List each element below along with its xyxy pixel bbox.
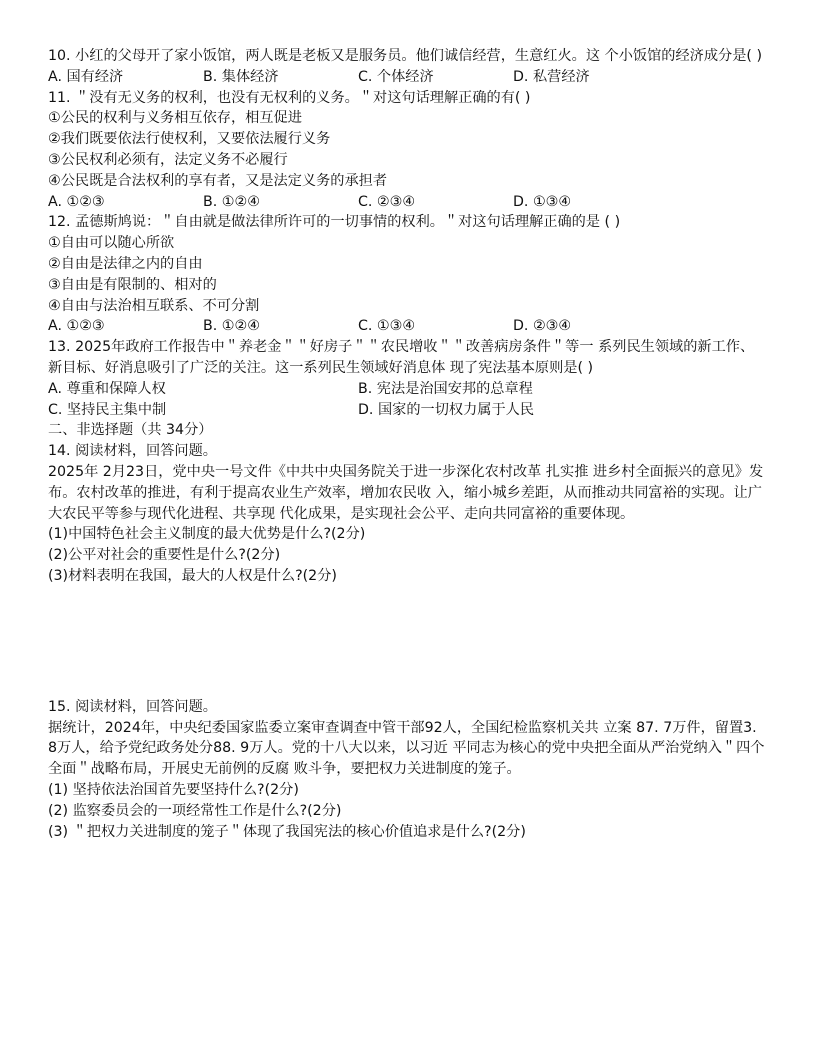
option-c: C. ①③④ — [358, 318, 416, 335]
q12-item: ③自由是有限制的、相对的 — [48, 276, 217, 293]
q14-sub-question: (2)公平对社会的重要性是什么?(2分) — [48, 547, 281, 564]
answer-space — [48, 587, 768, 697]
q14-sub-question: (1)中国特色社会主义制度的最大优势是什么?(2分) — [48, 526, 366, 543]
q11-item: ④公民既是合法权利的享有者，又是法定义务的承担者 — [48, 172, 388, 189]
option-c: C. 坚持民主集中制 — [48, 401, 167, 418]
q15-material: 据统计，2024年，中央纪委国家监委立案审查调查中管干部92人，全国纪检监察机关共 立案 87. 7万件，留置3. 8万人，给予党纪政务处分88. 9万人。党的十八大以来，以习近 平同志为核心的党中央把全面从严治党纳入＂四个全面＂战略布局，开展史无前例的反腐 败斗争，要把权力关进制度的笼子。 — [48, 719, 765, 778]
section-heading: 二、非选择题（共 34分） — [48, 422, 213, 439]
q15-sub-question: (2) 监察委员会的一项经常性工作是什么?(2分) — [48, 802, 342, 819]
option-b: B. ①②④ — [203, 193, 260, 210]
option-b: B. ①②④ — [203, 318, 260, 335]
q12-stem: 12. 孟德斯鸠说：＂自由就是做法律所许可的一切事情的权利。＂对这句话理解正确的是 ( ) — [48, 214, 621, 231]
q14-stem: 14. 阅读材料，回答问题。 — [48, 443, 217, 460]
option-b: B. 宪法是治国安邦的总章程 — [358, 380, 533, 397]
q13-stem: 13. 2025年政府工作报告中＂养老金＂＂好房子＂＂农民增收＂＂改善病房条件＂等一 系列民生领域的新工作、新目标、好消息吸引了广泛的关注。这一系列民生领域好消息体 现了宪法基本原则是( ) — [48, 339, 755, 376]
q15-sub-question: (1) 坚持依法治国首先要坚持什么?(2分) — [48, 781, 299, 798]
q14-sub-question: (3)材料表明在我国，最大的人权是什么?(2分) — [48, 567, 337, 584]
option-b: B. 集体经济 — [203, 68, 279, 85]
q13-options-cd — [48, 400, 768, 421]
option-d: D. 私营经济 — [513, 68, 590, 85]
q11-item: ①公民的权利与义务相互依存，相互促进 — [48, 110, 302, 127]
q15-stem: 15. 阅读材料，回答问题。 — [48, 698, 217, 715]
q11-item: ②我们既要依法行使权利，又要依法履行义务 — [48, 131, 331, 148]
q12-item: ②自由是法律之内的自由 — [48, 255, 203, 272]
q14-material: 2025年 2月23日，党中央一号文件《中共中央国务院关于进一步深化农村改革 扎实推 进乡村全面振兴的意见》发布。农村改革的推进，有利于提高农业生产效率，增加农民收 入，缩小城乡差距，从而推动共同富裕的实现。让广大农民平等参与现代化进程、共享现 代化成果，是实现社会公平、走向共同富裕的重要体现。 — [48, 463, 764, 522]
q11-options — [48, 192, 768, 213]
option-d: D. 国家的一切权力属于人民 — [358, 401, 535, 418]
option-d: D. ①③④ — [513, 193, 572, 210]
q12-item: ①自由可以随心所欲 — [48, 235, 175, 252]
option-a: A. 尊重和保障人权 — [48, 380, 166, 397]
q10-options — [48, 67, 768, 88]
option-a: A. ①②③ — [48, 318, 105, 335]
q12-item: ④自由与法治相互联系、不可分割 — [48, 297, 260, 314]
q11-item: ③公民权利必须有，法定义务不必履行 — [48, 151, 288, 168]
option-c: C. 个体经济 — [358, 68, 434, 85]
option-a: A. ①②③ — [48, 193, 105, 210]
exam-page — [48, 46, 768, 842]
q11-stem: 11. ＂没有无义务的权利，也没有无权利的义务。＂对这句话理解正确的有( ) — [48, 89, 531, 106]
q13-options-ab — [48, 379, 768, 400]
option-c: C. ②③④ — [358, 193, 416, 210]
q15-sub-question: (3) ＂把权力关进制度的笼子＂体现了我国宪法的核心价值追求是什么?(2分) — [48, 823, 526, 840]
option-d: D. ②③④ — [513, 318, 572, 335]
q12-options — [48, 316, 768, 337]
option-a: A. 国有经济 — [48, 68, 124, 85]
q10-stem: 10. 小红的父母开了家小饭馆，两人既是老板又是服务员。他们诚信经营，生意红火。这 个小饭馆的经济成分是( ) — [48, 48, 762, 64]
